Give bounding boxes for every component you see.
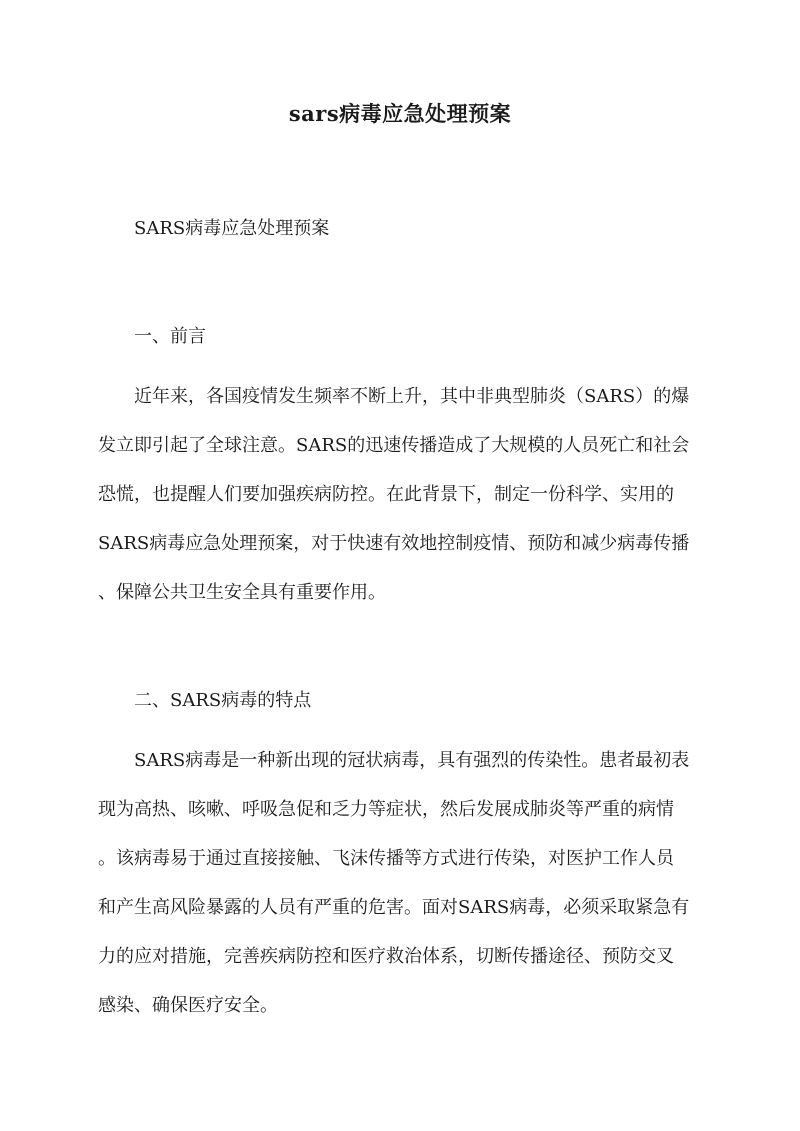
section-heading-intro: 一、前言 [134,326,206,347]
paragraph-line: 和产生高风险暴露的人员有严重的危害。面对SARS病毒，必须采取紧急有 [98,897,690,918]
paragraph-line: 。该病毒易于通过直接接触、飞沫传播等方式进行传染，对医护工作人员 [98,848,674,869]
paragraph-line: 近年来，各国疫情发生频率不断上升，其中非典型肺炎（SARS）的爆 [134,386,690,407]
paragraph-line: 现为高热、咳嗽、呼吸急促和乏力等症状，然后发展成肺炎等严重的病情 [98,799,674,820]
document-title: sars病毒应急处理预案 [288,101,512,126]
paragraph-line: 感染、确保医疗安全。 [98,995,278,1016]
paragraph-line: 恐慌，也提醒人们要加强疾病防控。在此背景下，制定一份科学、实用的 [98,484,674,505]
paragraph-line: 、保障公共卫生安全具有重要作用。 [98,582,386,603]
document-subtitle: SARS病毒应急处理预案 [134,218,330,239]
section-heading-characteristics: 二、SARS病毒的特点 [134,690,312,711]
paragraph-line: 发立即引起了全球注意。SARS的迅速传播造成了大规模的人员死亡和社会 [98,435,690,456]
paragraph-line: SARS病毒应急处理预案，对于快速有效地控制疫情、预防和减少病毒传播 [98,533,690,554]
paragraph-line: 力的应对措施，完善疾病防控和医疗救治体系，切断传播途径、预防交叉 [98,946,674,967]
paragraph-line: SARS病毒是一种新出现的冠状病毒，具有强烈的传染性。患者最初表 [134,750,690,771]
